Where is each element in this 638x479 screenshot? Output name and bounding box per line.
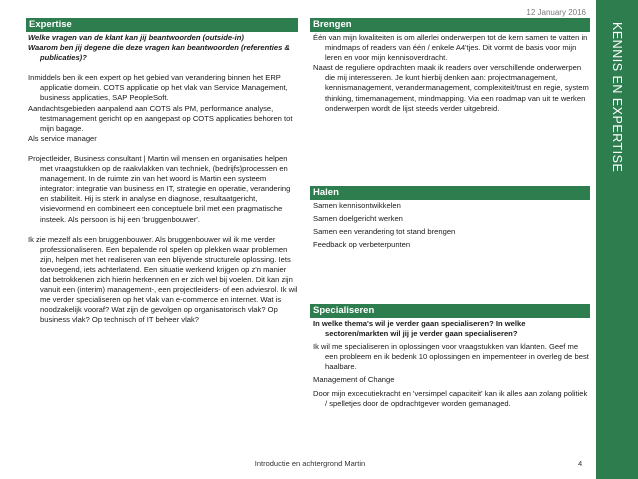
halen-item: Feedback op verbeterpunten (313, 240, 411, 250)
brengen-paragraph-2: Naast de reguliere opdrachten maak ik readers over verschillende onderwerpen die mij interesseren. Je kunt hierbij denken aan: projectmanagement, kennismanagement, verandermanagement, complexiteit/trust en regie, system thinking, timemanagement, mindmapping. Via een roadmap van uit te werken onderwerpen wordt de lijst steeds verder uitgebreid. (313, 63, 589, 113)
expertise-question-2: Waarom ben jij degene die deze vragen kan beantwoorden (referenties & publicaties)? (28, 43, 290, 63)
expertise-paragraph-3: Als service manager (28, 133, 97, 143)
halen-item: Samen kennisontwikkelen (313, 201, 401, 210)
expertise-question-1: Welke vragen van de klant kan jij beantwoorden (outside-in) (28, 33, 244, 42)
specialiseren-paragraph-2: Management of Change (313, 375, 395, 385)
expertise-paragraph-4: Projectleider, Business consultant | Martin wil mensen en organisaties helpen met vraagstukken op de raakvlakken van techniek, (bedrijfs)processen en management. In de ruimte zin van het woord is Martin een systeem integrator: integratie van business en IT, strategie en operatie, verandering en stabiliteit. Hij is sterk in analyse en diagnose, resultaatgericht, visievormend en combineert een conceptuele bril met een pragmatische insteek. Als persoon is hij een 'bruggenbouwer'. (28, 153, 291, 224)
footer-text: Introductie en achtergrond Martin (254, 459, 366, 468)
specialiseren-paragraph-3: Door mijn excecutiekracht en 'versimpel capaciteit' kan ik alles aan zolang politiek / spelletjes door de opdrachtgever worden gemanaged. (313, 388, 588, 408)
expertise-paragraph-2: Aandachtsgebieden aanpalend aan COTS als PM, performance analyse, testmanagement gericht op en aangepast op COTS applicaties behoren tot mijn bagage. (28, 103, 293, 133)
slide-title: KENNIS EN EXPERTISE (610, 22, 624, 173)
specialiseren-heading: Specialiseren (310, 304, 590, 318)
brengen-paragraph-1: Één van mijn kwaliteiten is om allerlei onderwerpen tot de kern samen te vatten in mindmaps of readers van één / enkele A4'tjes. Dit vormt de basis voor mijn leren en voor mijn kennisoverdracht. (313, 33, 588, 63)
specialiseren-paragraph-1: Ik wil me specialiseren in oplossingen voor vraagstukken van klanten. Geef me een probleem en ik bedenk 10 oplossingen en impementeer in overleg de best haalbare. (313, 342, 589, 372)
brengen-section (313, 33, 589, 114)
specialiseren-question: In welke thema's wil je verder gaan specialiseren? In welke sectoren/markten wil jij je verder gaan specialiseren? (313, 319, 526, 339)
halen-section (313, 201, 589, 250)
expertise-section (28, 33, 298, 325)
halen-heading: Halen (310, 186, 590, 200)
halen-item: Samen een verandering tot stand brengen (313, 227, 456, 237)
halen-item: Samen doelgericht werken (313, 214, 403, 224)
expertise-heading: Expertise (26, 18, 298, 32)
brengen-heading: Brengen (310, 18, 590, 32)
page-number: 4 (578, 459, 583, 468)
expertise-paragraph-5: Ik zie mezelf als een bruggenbouwer. Als bruggenbouwer wil ik me verder professionaliseren. Een bepalende rol spelen op plekken waar problemen zijn, helpen met het realiseren van een blijvende structurele oplossing. Iets toevoegend, iets achterlatend. Een situatie werkend krijgen op z'n manier dat betrokkenen zich hierin herkennen en er zich wel bij voelen. Dit kan zijn vanuit een (interim) management-, een projectleiders- of een adviesrol. Ik wil me verder specialiseren op het vlak van e-commerce en internet. Wat is noodzakelijk vooraf? Wat zijn de gevolgen op organisatorisch vlak? Op business vlak? Op technisch of IT beheer vlak? (28, 234, 298, 325)
expertise-paragraph-1: Inmiddels ben ik een expert op het gebied van verandering binnen het ERP applicatie domein. COTS applicatie op het vlak van Service Management, business applicaties, SAP PeopleSoft. (28, 73, 288, 103)
slide-date: 12 January 2016 (526, 8, 586, 17)
specialiseren-section (313, 319, 589, 409)
